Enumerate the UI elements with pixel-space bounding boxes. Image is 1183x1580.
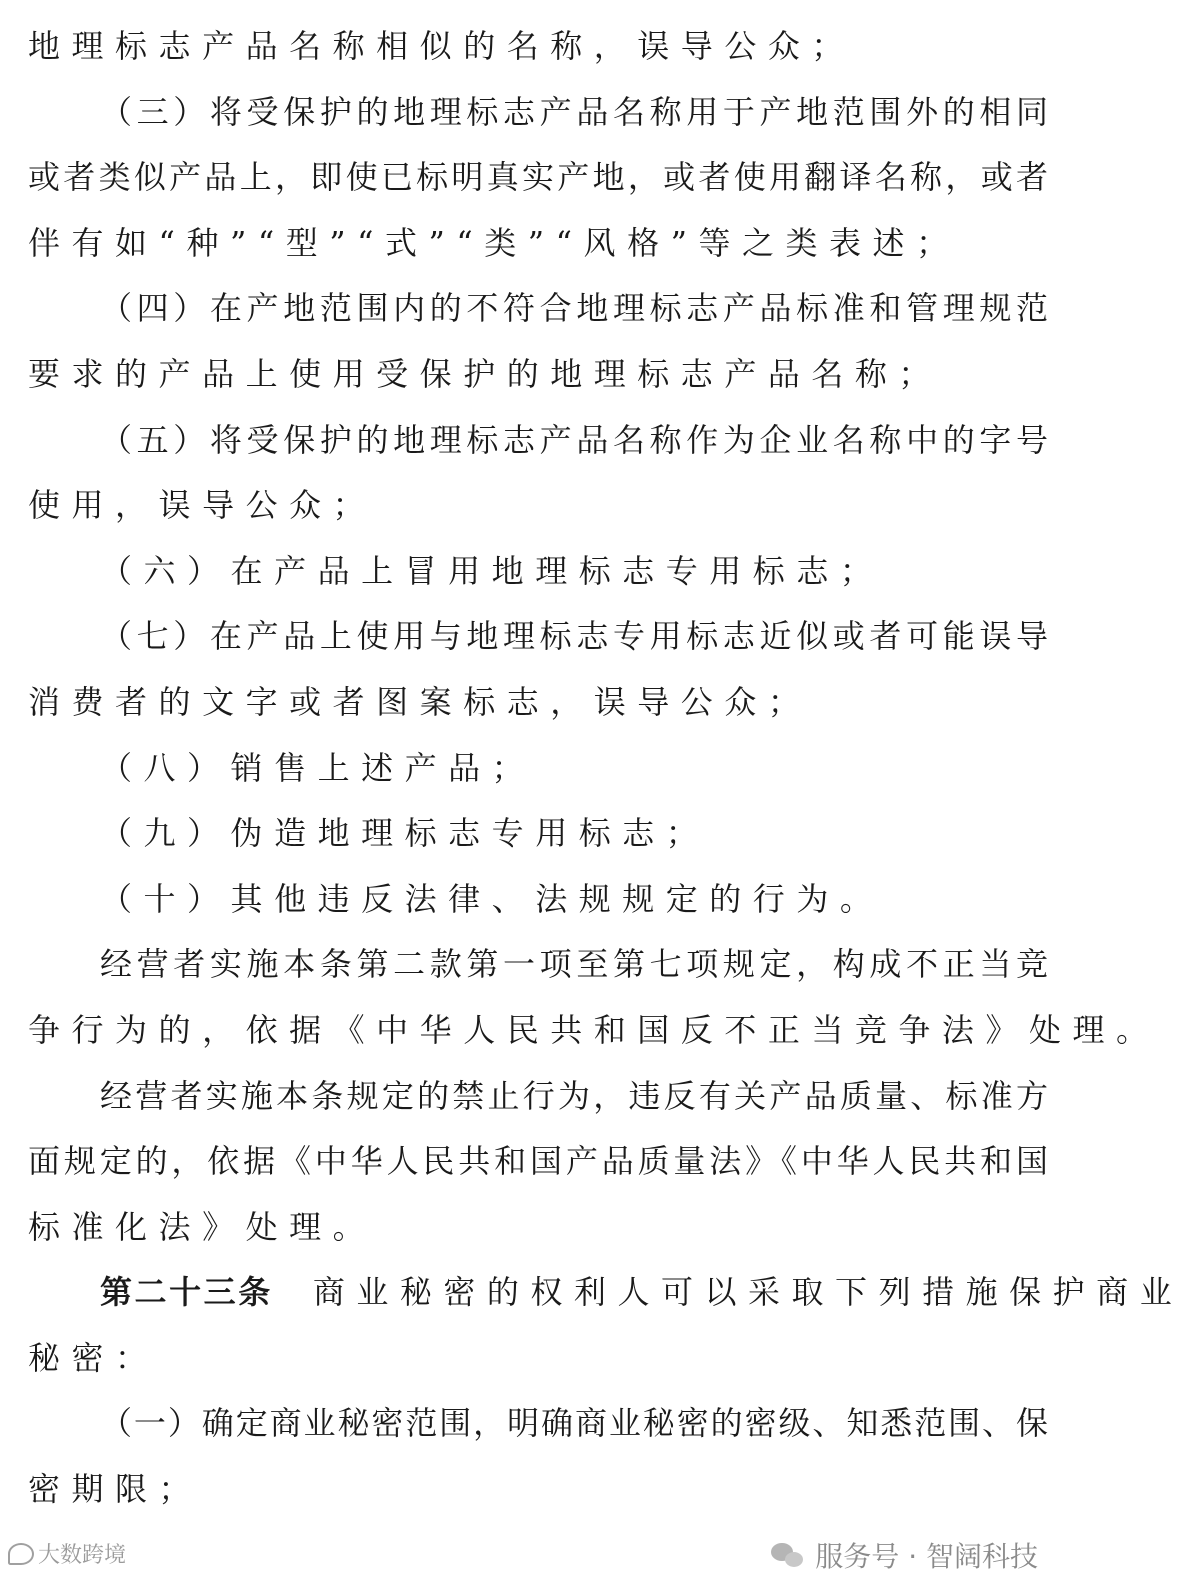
text-line: 地理标志产品名称相似的名称，误导公众； <box>28 27 855 65</box>
corner-watermark-text: 大数跨境 <box>38 1543 127 1568</box>
text-line: 消费者的文字或者图案标志，误导公众； <box>28 682 812 721</box>
text-line: 使用，误导公众； <box>28 486 377 525</box>
text-line: 经营者实施本条第二款第一项至第七项规定，构成不正当竞 <box>100 945 1048 984</box>
corner-watermark <box>8 1538 126 1569</box>
text-line: 争行为的，依据《中华人民共和国反不正当竞争法》处理。 <box>28 1010 1160 1049</box>
text-line: （六）在产品上冒用地理标志专用标志； <box>100 551 884 590</box>
text-line: 密期限； <box>28 1470 203 1509</box>
article-line <box>28 1260 1183 1326</box>
document-page <box>28 14 1183 1523</box>
text-line: （七）在产品上使用与地理标志专用标志近似或者可能误导 <box>100 617 1048 656</box>
logo-icon <box>8 1543 34 1565</box>
text-line: 或者类似产品上，即使已标明真实产地，或者使用翻译名称，或者 <box>28 158 1048 197</box>
text-line: （四）在产地范围内的不符合地理标志产品标准和管理规范 <box>100 289 1048 328</box>
text-line: （八）销售上述产品； <box>100 748 536 787</box>
text-line: （三）将受保护的地理标志产品名称用于产地范围外的相同 <box>100 92 1048 131</box>
text-line: 伴有如“种”“型”“式”“类”“风格”等之类表述； <box>28 223 960 262</box>
account-watermark-text: 服务号 · 智阔科技 <box>815 1540 1038 1573</box>
text-line: 面规定的，依据《中华人民共和国产品质量法》《中华人民共和国 <box>28 1142 1048 1181</box>
text-line: 经营者实施本条规定的禁止行为，违反有关产品质量、标准方 <box>100 1076 1048 1115</box>
text-line: （十）其他违反法律、法规规定的行为。 <box>100 879 884 918</box>
account-watermark <box>771 1535 1038 1575</box>
text-line: 标准化法》处理。 <box>28 1207 377 1246</box>
text-line: 秘密： <box>28 1338 159 1377</box>
text-line: 要求的产品上使用受保护的地理标志产品名称； <box>28 354 942 393</box>
text-line: （一）确定商业秘密范围，明确商业秘密的密级、知悉范围、保 <box>100 1404 1048 1443</box>
text-line: 商业秘密的权利人可以采取下列措施保护商业 <box>312 1273 1183 1312</box>
article-heading: 第二十三条 <box>100 1273 273 1312</box>
wechat-icon <box>771 1541 805 1569</box>
text-line: （五）将受保护的地理标志产品名称作为企业名称中的字号 <box>100 420 1048 459</box>
text-line: （九）伪造地理标志专用标志； <box>100 814 710 853</box>
